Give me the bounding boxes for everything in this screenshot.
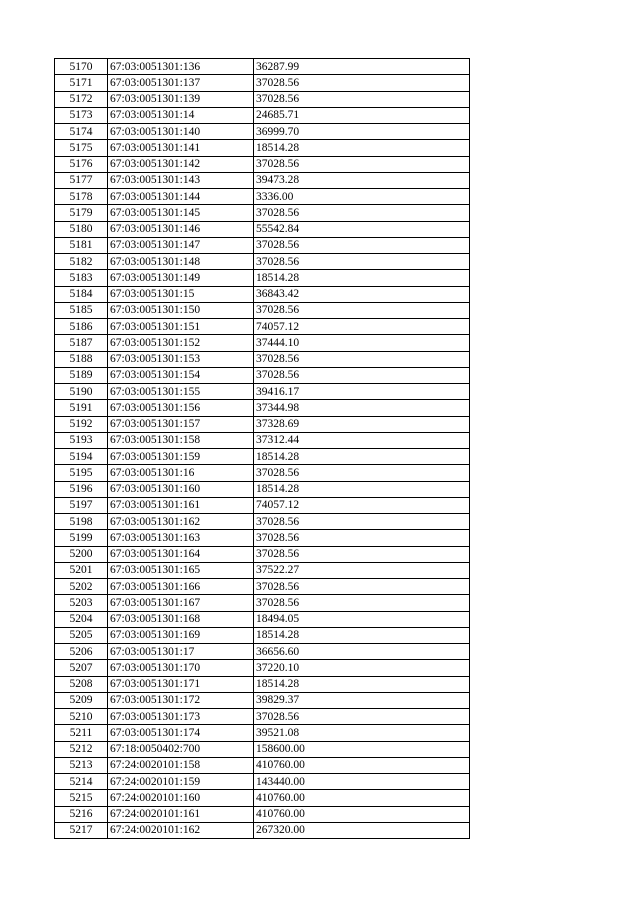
value-cell: 39521.08 <box>254 725 470 741</box>
table-row <box>55 107 470 123</box>
cadastral-number-cell: 67:03:0051301:148 <box>108 254 254 270</box>
value-cell: 37028.56 <box>254 546 470 562</box>
row-number-cell: 5208 <box>55 676 108 692</box>
table-row <box>55 692 470 708</box>
cadastral-number-cell: 67:03:0051301:149 <box>108 270 254 286</box>
row-number-cell: 5199 <box>55 530 108 546</box>
row-number-cell: 5202 <box>55 579 108 595</box>
row-number-cell: 5189 <box>55 367 108 383</box>
cadastral-number-cell: 67:03:0051301:141 <box>108 140 254 156</box>
cadastral-number-cell: 67:24:0020101:159 <box>108 774 254 790</box>
table-row <box>55 189 470 205</box>
table-row <box>55 367 470 383</box>
value-cell: 18514.28 <box>254 270 470 286</box>
value-cell: 410760.00 <box>254 790 470 806</box>
row-number-cell: 5173 <box>55 107 108 123</box>
table-row <box>55 611 470 627</box>
table-row <box>55 124 470 140</box>
row-number-cell: 5172 <box>55 91 108 107</box>
table-row <box>55 725 470 741</box>
table-row <box>55 806 470 822</box>
cadastral-number-cell: 67:03:0051301:157 <box>108 416 254 432</box>
row-number-cell: 5182 <box>55 254 108 270</box>
cadastral-number-cell: 67:03:0051301:17 <box>108 644 254 660</box>
row-number-cell: 5181 <box>55 237 108 253</box>
table-row <box>55 416 470 432</box>
cadastral-number-cell: 67:03:0051301:158 <box>108 432 254 448</box>
value-cell: 18514.28 <box>254 627 470 643</box>
row-number-cell: 5180 <box>55 221 108 237</box>
table-row <box>55 270 470 286</box>
table-row <box>55 384 470 400</box>
value-cell: 74057.12 <box>254 497 470 513</box>
table-row <box>55 497 470 513</box>
table-row <box>55 140 470 156</box>
table-row <box>55 465 470 481</box>
value-cell: 37028.56 <box>254 579 470 595</box>
row-number-cell: 5204 <box>55 611 108 627</box>
cadastral-number-cell: 67:03:0051301:152 <box>108 335 254 351</box>
cadastral-number-cell: 67:03:0051301:15 <box>108 286 254 302</box>
table-row <box>55 595 470 611</box>
table-row <box>55 59 470 75</box>
cadastral-number-cell: 67:24:0020101:160 <box>108 790 254 806</box>
value-cell: 158600.00 <box>254 741 470 757</box>
value-cell: 18514.28 <box>254 140 470 156</box>
cadastral-number-cell: 67:18:0050402:700 <box>108 741 254 757</box>
value-cell: 37028.56 <box>254 367 470 383</box>
table-row <box>55 172 470 188</box>
table-row <box>55 676 470 692</box>
row-number-cell: 5188 <box>55 351 108 367</box>
value-cell: 39416.17 <box>254 384 470 400</box>
row-number-cell: 5203 <box>55 595 108 611</box>
value-cell: 36999.70 <box>254 124 470 140</box>
value-cell: 37444.10 <box>254 335 470 351</box>
table-row <box>55 75 470 91</box>
table-row <box>55 221 470 237</box>
row-number-cell: 5170 <box>55 59 108 75</box>
row-number-cell: 5191 <box>55 400 108 416</box>
cadastral-number-cell: 67:03:0051301:146 <box>108 221 254 237</box>
table-row <box>55 91 470 107</box>
table-row <box>55 741 470 757</box>
row-number-cell: 5215 <box>55 790 108 806</box>
cadastral-number-cell: 67:03:0051301:14 <box>108 107 254 123</box>
value-cell: 37028.56 <box>254 709 470 725</box>
value-cell: 37028.56 <box>254 205 470 221</box>
table-row <box>55 351 470 367</box>
row-number-cell: 5177 <box>55 172 108 188</box>
cadastral-number-cell: 67:03:0051301:156 <box>108 400 254 416</box>
row-number-cell: 5183 <box>55 270 108 286</box>
row-number-cell: 5176 <box>55 156 108 172</box>
table-row <box>55 254 470 270</box>
value-cell: 410760.00 <box>254 757 470 773</box>
row-number-cell: 5171 <box>55 75 108 91</box>
table-row <box>55 757 470 773</box>
table-row <box>55 319 470 335</box>
row-number-cell: 5210 <box>55 709 108 725</box>
cadastral-number-cell: 67:03:0051301:160 <box>108 481 254 497</box>
value-cell: 55542.84 <box>254 221 470 237</box>
cadastral-number-cell: 67:03:0051301:159 <box>108 449 254 465</box>
row-number-cell: 5211 <box>55 725 108 741</box>
table-row <box>55 156 470 172</box>
table-row <box>55 660 470 676</box>
row-number-cell: 5198 <box>55 514 108 530</box>
table-row <box>55 514 470 530</box>
cadastral-number-cell: 67:03:0051301:164 <box>108 546 254 562</box>
cadastral-number-cell: 67:24:0020101:158 <box>108 757 254 773</box>
cadastral-number-cell: 67:03:0051301:139 <box>108 91 254 107</box>
cadastral-number-cell: 67:03:0051301:150 <box>108 302 254 318</box>
table-row <box>55 400 470 416</box>
row-number-cell: 5193 <box>55 432 108 448</box>
cadastral-number-cell: 67:03:0051301:153 <box>108 351 254 367</box>
value-cell: 36843.42 <box>254 286 470 302</box>
cadastral-number-cell: 67:03:0051301:168 <box>108 611 254 627</box>
cadastral-number-cell: 67:03:0051301:143 <box>108 172 254 188</box>
row-number-cell: 5214 <box>55 774 108 790</box>
value-cell: 39829.37 <box>254 692 470 708</box>
table-row <box>55 237 470 253</box>
value-cell: 37312.44 <box>254 432 470 448</box>
cadastral-number-cell: 67:03:0051301:16 <box>108 465 254 481</box>
value-cell: 36287.99 <box>254 59 470 75</box>
table-row <box>55 205 470 221</box>
cadastral-number-cell: 67:03:0051301:161 <box>108 497 254 513</box>
table-row <box>55 709 470 725</box>
row-number-cell: 5217 <box>55 822 108 838</box>
value-cell: 36656.60 <box>254 644 470 660</box>
cadastral-number-cell: 67:03:0051301:145 <box>108 205 254 221</box>
value-cell: 410760.00 <box>254 806 470 822</box>
cadastral-number-cell: 67:03:0051301:140 <box>108 124 254 140</box>
value-cell: 37028.56 <box>254 465 470 481</box>
row-number-cell: 5187 <box>55 335 108 351</box>
cadastral-number-cell: 67:03:0051301:147 <box>108 237 254 253</box>
table-row <box>55 822 470 838</box>
cadastral-number-cell: 67:03:0051301:144 <box>108 189 254 205</box>
row-number-cell: 5196 <box>55 481 108 497</box>
row-number-cell: 5192 <box>55 416 108 432</box>
table-row <box>55 627 470 643</box>
table-row <box>55 302 470 318</box>
table-row <box>55 774 470 790</box>
row-number-cell: 5185 <box>55 302 108 318</box>
row-number-cell: 5206 <box>55 644 108 660</box>
row-number-cell: 5178 <box>55 189 108 205</box>
cadastral-number-cell: 67:03:0051301:166 <box>108 579 254 595</box>
value-cell: 37028.56 <box>254 514 470 530</box>
value-cell: 18494.05 <box>254 611 470 627</box>
cadastral-number-cell: 67:03:0051301:136 <box>108 59 254 75</box>
records-table <box>54 58 470 839</box>
row-number-cell: 5205 <box>55 627 108 643</box>
table-row <box>55 481 470 497</box>
value-cell: 37028.56 <box>254 351 470 367</box>
cadastral-number-cell: 67:03:0051301:155 <box>108 384 254 400</box>
table-row <box>55 562 470 578</box>
value-cell: 24685.71 <box>254 107 470 123</box>
cadastral-number-cell: 67:03:0051301:173 <box>108 709 254 725</box>
value-cell: 37028.56 <box>254 530 470 546</box>
cadastral-number-cell: 67:03:0051301:174 <box>108 725 254 741</box>
value-cell: 18514.28 <box>254 449 470 465</box>
value-cell: 37028.56 <box>254 91 470 107</box>
table-row <box>55 449 470 465</box>
table-row <box>55 530 470 546</box>
value-cell: 37028.56 <box>254 237 470 253</box>
cadastral-number-cell: 67:03:0051301:137 <box>108 75 254 91</box>
value-cell: 37220.10 <box>254 660 470 676</box>
row-number-cell: 5207 <box>55 660 108 676</box>
row-number-cell: 5216 <box>55 806 108 822</box>
value-cell: 18514.28 <box>254 676 470 692</box>
row-number-cell: 5197 <box>55 497 108 513</box>
cadastral-number-cell: 67:03:0051301:162 <box>108 514 254 530</box>
row-number-cell: 5194 <box>55 449 108 465</box>
cadastral-number-cell: 67:03:0051301:170 <box>108 660 254 676</box>
table-row <box>55 546 470 562</box>
table-row <box>55 286 470 302</box>
value-cell: 37522.27 <box>254 562 470 578</box>
value-cell: 37328.69 <box>254 416 470 432</box>
cadastral-number-cell: 67:24:0020101:161 <box>108 806 254 822</box>
value-cell: 37028.56 <box>254 254 470 270</box>
value-cell: 3336.00 <box>254 189 470 205</box>
row-number-cell: 5186 <box>55 319 108 335</box>
value-cell: 37028.56 <box>254 302 470 318</box>
value-cell: 37028.56 <box>254 156 470 172</box>
value-cell: 267320.00 <box>254 822 470 838</box>
table-row <box>55 432 470 448</box>
value-cell: 37028.56 <box>254 595 470 611</box>
row-number-cell: 5213 <box>55 757 108 773</box>
row-number-cell: 5190 <box>55 384 108 400</box>
cadastral-number-cell: 67:03:0051301:169 <box>108 627 254 643</box>
row-number-cell: 5179 <box>55 205 108 221</box>
row-number-cell: 5201 <box>55 562 108 578</box>
cadastral-number-cell: 67:03:0051301:163 <box>108 530 254 546</box>
value-cell: 74057.12 <box>254 319 470 335</box>
cadastral-number-cell: 67:03:0051301:154 <box>108 367 254 383</box>
cadastral-number-cell: 67:03:0051301:151 <box>108 319 254 335</box>
cadastral-number-cell: 67:24:0020101:162 <box>108 822 254 838</box>
row-number-cell: 5184 <box>55 286 108 302</box>
value-cell: 37344.98 <box>254 400 470 416</box>
value-cell: 39473.28 <box>254 172 470 188</box>
value-cell: 37028.56 <box>254 75 470 91</box>
records-table-body <box>55 59 470 839</box>
row-number-cell: 5195 <box>55 465 108 481</box>
table-row <box>55 644 470 660</box>
cadastral-number-cell: 67:03:0051301:142 <box>108 156 254 172</box>
row-number-cell: 5174 <box>55 124 108 140</box>
row-number-cell: 5175 <box>55 140 108 156</box>
table-row <box>55 579 470 595</box>
row-number-cell: 5212 <box>55 741 108 757</box>
cadastral-number-cell: 67:03:0051301:172 <box>108 692 254 708</box>
table-row <box>55 335 470 351</box>
cadastral-number-cell: 67:03:0051301:165 <box>108 562 254 578</box>
table-row <box>55 790 470 806</box>
row-number-cell: 5209 <box>55 692 108 708</box>
cadastral-number-cell: 67:03:0051301:167 <box>108 595 254 611</box>
value-cell: 143440.00 <box>254 774 470 790</box>
cadastral-number-cell: 67:03:0051301:171 <box>108 676 254 692</box>
value-cell: 18514.28 <box>254 481 470 497</box>
row-number-cell: 5200 <box>55 546 108 562</box>
